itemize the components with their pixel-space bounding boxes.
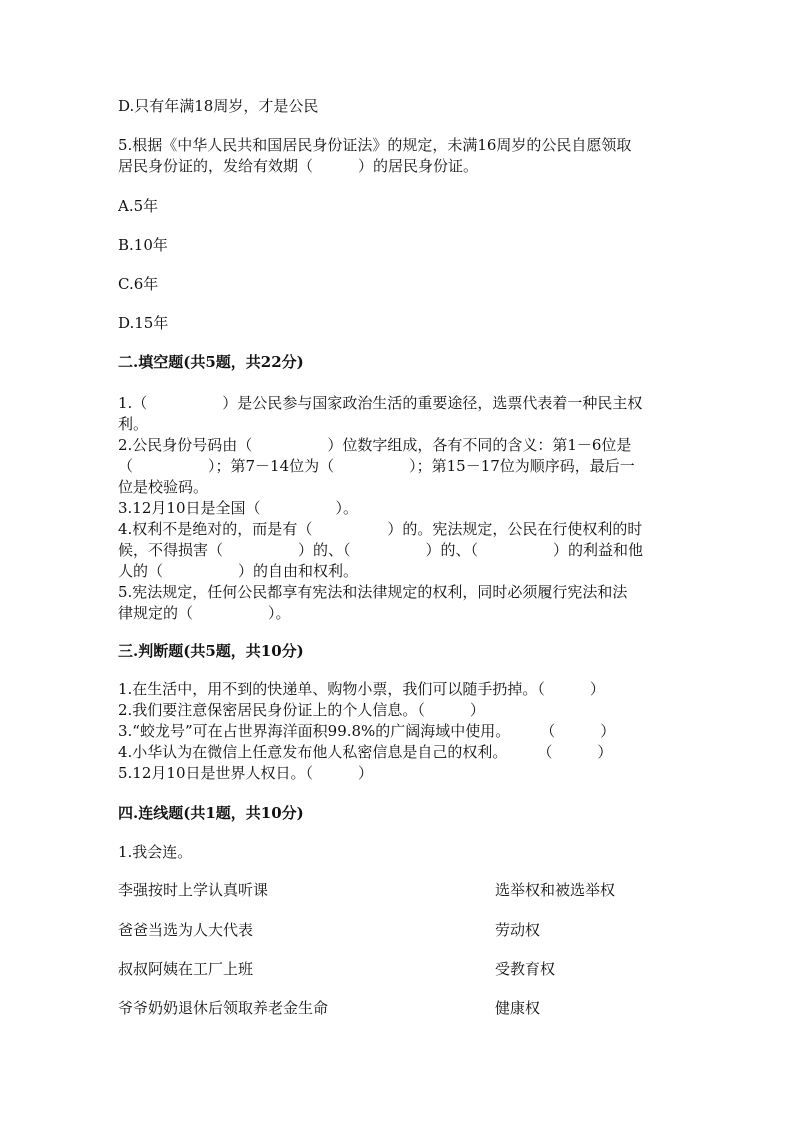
section-3-heading: 三.判断题(共5题，共10分)	[118, 642, 304, 660]
judgement-line: 5.12月10日是世界人权日。（ ）	[118, 764, 373, 782]
section-4-heading: 四.连线题(共1题，共10分)	[118, 804, 304, 822]
section-2-heading: 二.填空题(共5题，共22分)	[118, 353, 304, 371]
q5-stem-line-2: 居民身份证的，发给有效期（ ）的居民身份证。	[118, 157, 479, 175]
judgement-line: 3.“蛟龙号”可在占世界海洋面积99.8%的广阔海域中使用。 （ ）	[118, 722, 616, 740]
matching-left-item: 叔叔阿姨在工厂上班	[118, 960, 254, 978]
judgement-line: 1.在生活中，用不到的快递单、购物小票，我们可以随手扔掉。（ ）	[118, 680, 605, 698]
q5-option-c: C.6年	[118, 275, 159, 293]
fill-blank-line: 5.宪法规定，任何公民都享有宪法和法律规定的权利，同时必须履行宪法和法	[118, 583, 628, 601]
q5-option-a: A.5年	[118, 197, 159, 215]
fill-blank-line: 律规定的（ ）。	[118, 604, 291, 622]
fill-blank-line: 人的（ ）的自由和权利。	[118, 562, 359, 580]
matching-right-item: 选举权和被选举权	[495, 881, 616, 899]
fill-blank-line: 4.权利不是绝对的，而是有（ ）的。宪法规定，公民在行使权利的时	[118, 520, 643, 538]
judgement-line: 4.小华认为在微信上任意发布他人私密信息是自己的权利。 （ ）	[118, 743, 613, 761]
matching-left-item: 爷爷奶奶退休后领取养老金生命	[118, 999, 329, 1017]
fill-blank-line: 利。	[118, 415, 149, 433]
q5-option-b: B.10年	[118, 236, 168, 254]
matching-right-item: 劳动权	[495, 921, 541, 939]
matching-left-item: 李强按时上学认真听课	[118, 881, 269, 899]
fill-blank-line: 2.公民身份号码由（ ）位数字组成，各有不同的含义：第1－6位是	[118, 436, 632, 454]
fill-blank-line: 位是校验码。	[118, 478, 209, 496]
q5-option-d: D.15年	[118, 314, 169, 332]
matching-question: 1.我会连。	[118, 843, 193, 861]
judgement-line: 2.我们要注意保密居民身份证上的个人信息。（ ）	[118, 701, 485, 719]
q5-stem-line-1: 5.根据《中华人民共和国居民身份证法》的规定，未满16周岁的公民自愿领取	[118, 136, 632, 154]
matching-right-item: 受教育权	[495, 960, 556, 978]
prev-question-option-d: D.只有年满18周岁，才是公民	[118, 97, 319, 115]
fill-blank-line: 候，不得损害（ ）的、（ ）的、（ ）的利益和他	[118, 541, 644, 559]
matching-left-item: 爸爸当选为人大代表	[118, 921, 254, 939]
fill-blank-line: （ ）；第7－14位为（ ）；第15－17位为顺序码，最后一	[118, 457, 635, 475]
fill-blank-line: 1.（ ）是公民参与国家政治生活的重要途径，选票代表着一种民主权	[118, 394, 643, 412]
matching-right-item: 健康权	[495, 999, 541, 1017]
fill-blank-line: 3.12月10日是全国（ ）。	[118, 499, 358, 517]
